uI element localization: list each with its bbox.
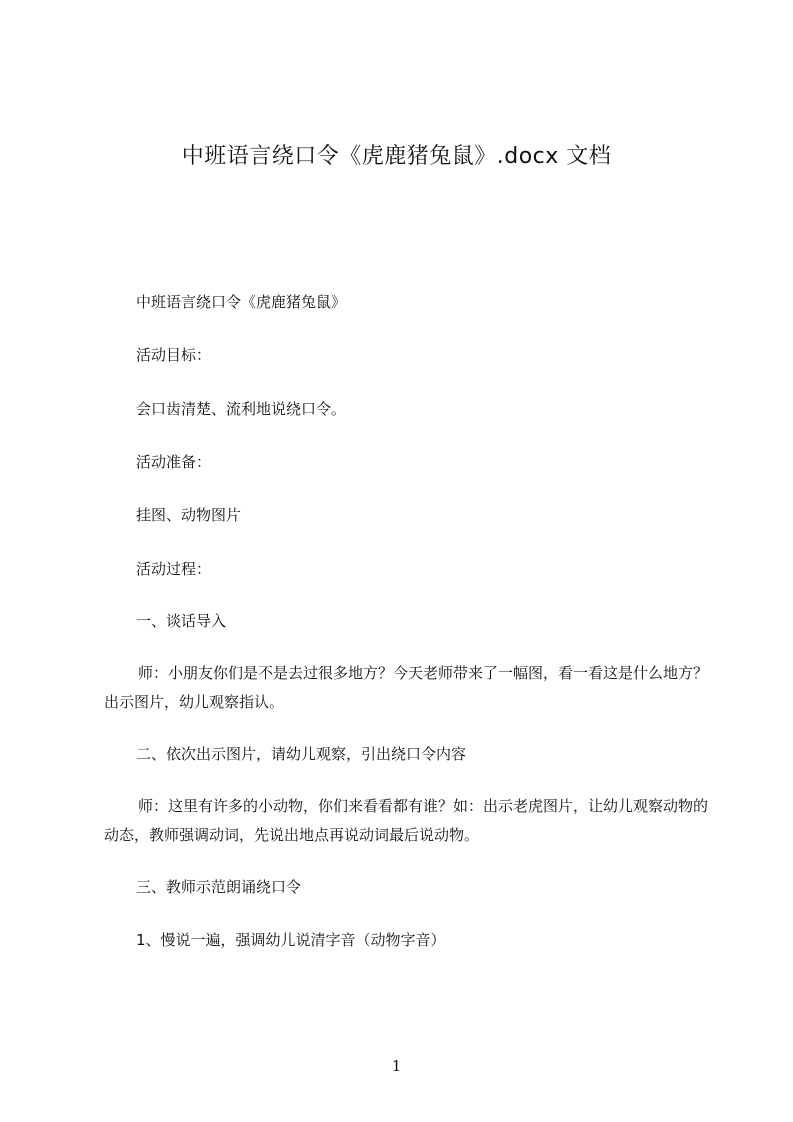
document-title: 中班语言绕口令《虎鹿猪兔鼠》.docx 文档: [181, 144, 612, 169]
paragraph-lesson-title: 中班语言绕口令《虎鹿猪兔鼠》: [136, 293, 347, 311]
paragraph-section-2-heading: 二、依次出示图片，请幼儿观察，引出绕口令内容: [136, 745, 467, 763]
paragraph-preparation-heading: 活动准备：: [136, 453, 212, 471]
page-number: 1: [391, 1057, 402, 1075]
paragraph-section-3-step-1: 1、慢说一遍，强调幼儿说清字音（动物字音）: [136, 931, 446, 949]
paragraph-activity-goal-heading: 活动目标：: [136, 346, 212, 364]
paragraph-section-3-heading: 三、教师示范朗诵绕口令: [136, 878, 302, 896]
paragraph-activity-goal: 会口齿清楚、流利地说绕口令。: [136, 400, 347, 418]
paragraph-section-1-heading: 一、谈话导入: [136, 612, 227, 630]
paragraph-section-2-body: 师：这里有许多的小动物，你们来看看都有谁？如：出示老虎图片，让幼儿观察动物的动态，教师强调动词，先说出地点再说动词最后说动物。: [104, 797, 709, 844]
paragraph-section-1-body: 师：小朋友你们是不是去过很多地方？今天老师带来了一幅图，看一看这是什么地方？出示图片，幼儿观察指认。: [104, 664, 709, 711]
paragraph-preparation: 挂图、动物图片: [136, 506, 242, 524]
paragraph-process-heading: 活动过程：: [136, 560, 212, 578]
